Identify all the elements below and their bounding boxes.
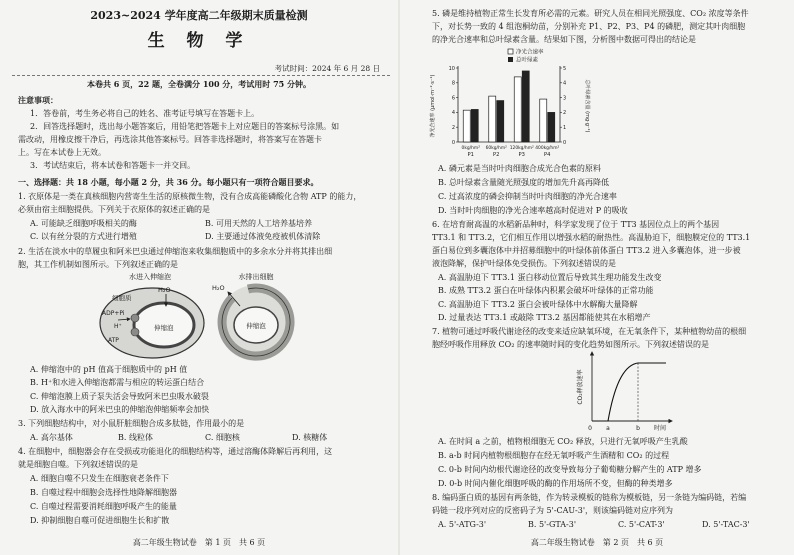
proton-pump-icon — [131, 328, 139, 336]
bar-total-chlorophyll — [471, 109, 478, 142]
question-4-stem: 就是细胞自噬。下列叙述错误的是 — [18, 460, 138, 469]
bar-net-photosynthesis — [463, 110, 470, 142]
question-7-option-d: D. 0-b 时间内催化细胞呼吸的酶的作用场所不变，但酶的种类增多 — [438, 479, 673, 488]
question-7-stem: 胞经呼吸作用释放 CO₂ 的速率随时间的变化趋势如图所示。下列叙述错误的是 — [432, 340, 709, 349]
question-8-option-a: A. 5'-ATG-3' — [438, 520, 487, 529]
question-3-option-a: A. 高尔基体 — [30, 433, 73, 442]
x-group-label: P2 — [493, 152, 500, 158]
question-2-option-c: C. 伸缩泡膜上质子泵失活会导致阿米巴虫吸水破裂 — [30, 392, 209, 401]
proton-label: H⁺ — [114, 323, 122, 330]
x-group-label: P1 — [467, 152, 474, 158]
exam-page-2 — [400, 0, 794, 555]
question-8-option-c: C. 5'-CAT-3' — [618, 520, 665, 529]
y-tick-label-right: 2 — [563, 110, 567, 117]
y-tick-label-left: 8 — [451, 80, 455, 87]
question-6-stem: TT3.1 和 TT3.2，它们相互作用以增强水稻的耐热性。高温胁迫下，细胞膜定位的 TT3.1 — [432, 233, 751, 242]
question-2-option-b: B. H⁺和水进入伸缩泡都需与相应的转运蛋白结合 — [30, 378, 205, 387]
y-tick-label-right: 5 — [563, 65, 567, 72]
question-5-stem: 的净光合速率和总叶绿素含量。结果如下图，分析图中数据可得出的结论是 — [432, 35, 696, 44]
question-4-option-a: A. 细胞自噬不只发生在细胞衰老条件下 — [30, 474, 169, 483]
x-group-label: P3 — [518, 152, 525, 158]
figure-title-water-out: 水排出细胞 — [238, 273, 274, 281]
bar-total-chlorophyll — [497, 101, 504, 142]
question-1-option-c: C. 以有丝分裂的方式进行增殖 — [30, 232, 137, 241]
x-category-label: 0kg/hm² — [461, 146, 480, 151]
legend-swatch-chlorophyll — [508, 57, 513, 62]
exam-summary: 本卷共 6 页，22 题，全卷满分 100 分，考试用时 75 分钟。 — [86, 79, 312, 89]
note-line: 2．回答选择题时，选出每小题答案后，用铅笔把答题卡上对应题目的答案标号涂黑。如 — [30, 122, 340, 131]
legend-swatch-net-photosynthesis — [508, 49, 513, 54]
question-2-stem: 2. 生活在淡水中的草履虫和阿米巴虫通过伸缩泡来收集细胞质中的多余水分并将其排出细 — [18, 247, 333, 256]
question-7-stem: 7. 植物可通过呼吸代谢途径的改变来适应缺氧环境，在无氧条件下，某种植物幼苗的根细 — [432, 327, 747, 336]
x-category-label: 400kg/hm² — [535, 146, 560, 151]
y-tick-label-right: 1 — [563, 125, 567, 131]
question-6-stem: 6. 在培育耐高温的水稻新品种时，科学家发现了位于 TT3 基因位点上的两个基因 — [432, 220, 720, 229]
question-5-option-b: B. 总叶绿素含量随光照强度的增加先升高再降低 — [438, 178, 609, 187]
question-1-option-b: B. 可用天然的人工培养基培养 — [205, 219, 312, 228]
question-6-option-d: D. 过量表达 TT3.1 或敲除 TT3.2 基因都能使其在水稻增产 — [438, 313, 651, 322]
question-8-option-b: B. 5'-GTA-3' — [528, 520, 577, 529]
section-heading: 一、选择题：共 18 小题，每小题 2 分，共 36 分。每小题只有一项符合题目要求。 — [18, 177, 319, 187]
y-tick-label-left: 10 — [448, 65, 455, 72]
y-axis-label: CO₂释放速率 — [577, 369, 584, 405]
y-tick-label-right: 4 — [563, 80, 567, 87]
legend-label-chlorophyll: 总叶绿素 — [516, 57, 539, 64]
y-tick-label-left: 2 — [451, 125, 455, 131]
bar-net-photosynthesis — [489, 96, 496, 142]
page-footer: 高二年级生物试卷 第 2 页 共 6 页 — [530, 538, 664, 547]
question-1-option-a: A. 可能缺乏细胞呼吸相关的酶 — [30, 219, 137, 228]
question-3-option-b: B. 线粒体 — [118, 433, 153, 442]
note-line: 1．答卷前，考生务必将自己的姓名、准考证号填写在答题卡上。 — [30, 109, 260, 118]
x-category-label: 60kg/hm² — [485, 146, 507, 151]
question-5-stem: 5. 磷是维持植物正常生长发育所必需的元素。研究人员在相同光照强度、CO₂ 浓度等条件 — [432, 9, 749, 18]
y-axis-right-label: 总叶绿素含量 (mg·g⁻¹) — [584, 79, 590, 133]
page-footer: 高二年级生物试卷 第 1 页 共 6 页 — [132, 538, 266, 547]
notes-heading: 注意事项： — [18, 95, 58, 105]
cytoplasm-label: 细胞质 — [112, 294, 132, 302]
question-3-stem: 3. 下列细胞结构中，对小鼠肝脏细胞合成多肽链，作用最小的是 — [18, 419, 245, 428]
question-8-stem: 8. 编码蛋白质的基因有两条链，作为转录模板的链称为模板链，另一条链为编码链，若编 — [432, 493, 747, 502]
x-tick-b: b — [636, 425, 640, 432]
y-axis-left-label: 净光合速率 (μmol·m⁻²·s⁻¹) — [430, 74, 436, 138]
question-8-stem: 码链一段序列对应的反密码子为 5'-CAU-3'，则该编码链对应序列为 — [432, 506, 674, 515]
proton-pump-icon — [131, 314, 139, 322]
question-6-option-a: A. 高温胁迫下 TT3.1 蛋白移动位置后导致其生理功能发生改变 — [438, 273, 662, 282]
subject-title: 生 物 学 — [147, 31, 251, 51]
question-4-option-b: B. 自噬过程中细胞会选择性地降解细胞器 — [30, 488, 177, 497]
question-1-stem: 1. 衣原体是一类在真核细胞内营寄生生活的原核微生物，没有合成高能磷酸化合物 ATP 的能力， — [18, 192, 362, 201]
question-8-option-d: D. 5'-TAC-3' — [702, 520, 750, 529]
figure-title-water-in: 水进入伸缩泡 — [129, 273, 171, 281]
x-group-label: P4 — [544, 152, 551, 158]
question-6-option-b: B. 成熟 TT3.2 蛋白在叶绿体内积累会破坏叶绿体的正常功能 — [438, 286, 654, 295]
question-7-option-b: B. a-b 时间内植物根细胞存在经无氧呼吸产生酒精和 CO₂ 的过程 — [438, 451, 670, 460]
note-line: 3．考试结束后，将本试卷和答题卡一并交回。 — [30, 161, 196, 170]
header-divider — [12, 75, 390, 76]
question-1-stem: 必须由宿主细胞提供。下列关于衣原体的叙述正确的是 — [18, 205, 210, 214]
note-line: 上。写在本试卷上无效。 — [18, 148, 106, 157]
question-6-stem: 液泡降解，保护叶绿体免受损伤。下列叙述错误的是 — [432, 259, 616, 268]
exam-title: 2023~2024 学年度高二年级期末质量检测 — [90, 9, 308, 22]
question-4-option-d: D. 抑制细胞自噬可促进细胞生长和扩散 — [30, 516, 170, 525]
note-line: 需改动，用橡皮擦干净后，再选涂其他答案标号。回答非选择题时，将答案写在答题卡 — [18, 135, 322, 144]
y-tick-label-right: 0 — [563, 139, 567, 146]
x-category-label: 120kg/hm² — [509, 146, 534, 151]
question-3-option-c: C. 细胞核 — [205, 433, 240, 442]
vacuole-left-label: 伸缩泡 — [154, 324, 174, 332]
contractile-vacuole-diagram — [88, 270, 303, 362]
y-tick-label-right: 3 — [563, 95, 567, 102]
water-out-label: H₂O — [212, 284, 225, 292]
bar-net-photosynthesis — [514, 77, 521, 142]
question-7-option-a: A. 在时间 a 之前，植物根细胞无 CO₂ 释放，只进行无氧呼吸产生乳酸 — [438, 437, 688, 446]
bar-net-photosynthesis — [540, 99, 547, 142]
x-axis-label: 时间 — [653, 425, 667, 432]
legend-label-net-photosynthesis: 净光合速率 — [516, 49, 544, 56]
x-tick-a: a — [606, 425, 610, 432]
question-4-stem: 4. 在细胞中，细胞器会存在受损或功能退化的细胞结构等，通过溶酶体降解后再利用，这 — [18, 447, 333, 456]
question-7-option-c: C. 0-b 时间内幼根代谢途径的改变导致每分子葡萄糖分解产生的 ATP 增多 — [438, 465, 702, 474]
question-4-option-c: C. 自噬过程需要消耗细胞呼吸产生的能量 — [30, 502, 177, 511]
y-tick-label-left: 4 — [451, 110, 455, 117]
water-in-label: H₂O — [158, 286, 171, 294]
question-5-option-d: D. 当时叶肉细胞的净光合速率越高时促进对 P 的吸收 — [438, 206, 628, 215]
adp-label: ADP+Pi — [102, 310, 125, 317]
y-tick-label-left: 0 — [451, 139, 455, 146]
y-tick-label-left: 6 — [451, 95, 455, 102]
phosphorus-bar-chart — [426, 46, 598, 162]
x-tick-0: 0 — [588, 425, 592, 432]
question-6-option-c: C. 高温胁迫下 TT3.2 蛋白会被叶绿体中水解酶大量降解 — [438, 300, 638, 309]
vacuole-right-label: 伸缩泡 — [246, 322, 266, 330]
question-6-stem: 蛋白易位到多囊泡体中并招募细胞中的叶绿体前体蛋白 TT3.2 进入多囊泡体，进一步被 — [432, 246, 741, 255]
question-2-option-d: D. 放入海水中的阿米巴虫的伸缩泡伸缩频率会加快 — [30, 405, 210, 414]
question-5-option-a: A. 磷元素是当时叶肉细胞合成光合色素的原料 — [438, 164, 601, 173]
co2-release-curve — [592, 363, 666, 421]
atp-label: ATP — [108, 337, 119, 344]
question-5-option-c: C. 过高浓度的磷会抑制当时叶肉细胞的净光合速率 — [438, 192, 617, 201]
question-5-stem: 下，对长势一致的 4 组泡桐幼苗，分别补充 P1、P2、P3、P4 的磷肥，测定其叶肉细胞 — [432, 22, 746, 31]
bar-total-chlorophyll — [548, 112, 555, 142]
question-3-option-d: D. 核糖体 — [292, 433, 328, 442]
co2-release-graph — [568, 347, 680, 435]
exam-time: 考试时间：2024 年 6 月 28 日 — [274, 64, 380, 73]
bar-total-chlorophyll — [522, 71, 529, 142]
question-2-option-a: A. 伸缩泡中的 pH 值高于细胞质中的 pH 值 — [30, 365, 188, 374]
question-2-stem: 胞，其工作机制如图所示。下列叙述正确的是 — [18, 260, 178, 269]
question-1-option-d: D. 主要通过体液免疫被机体清除 — [205, 232, 321, 241]
